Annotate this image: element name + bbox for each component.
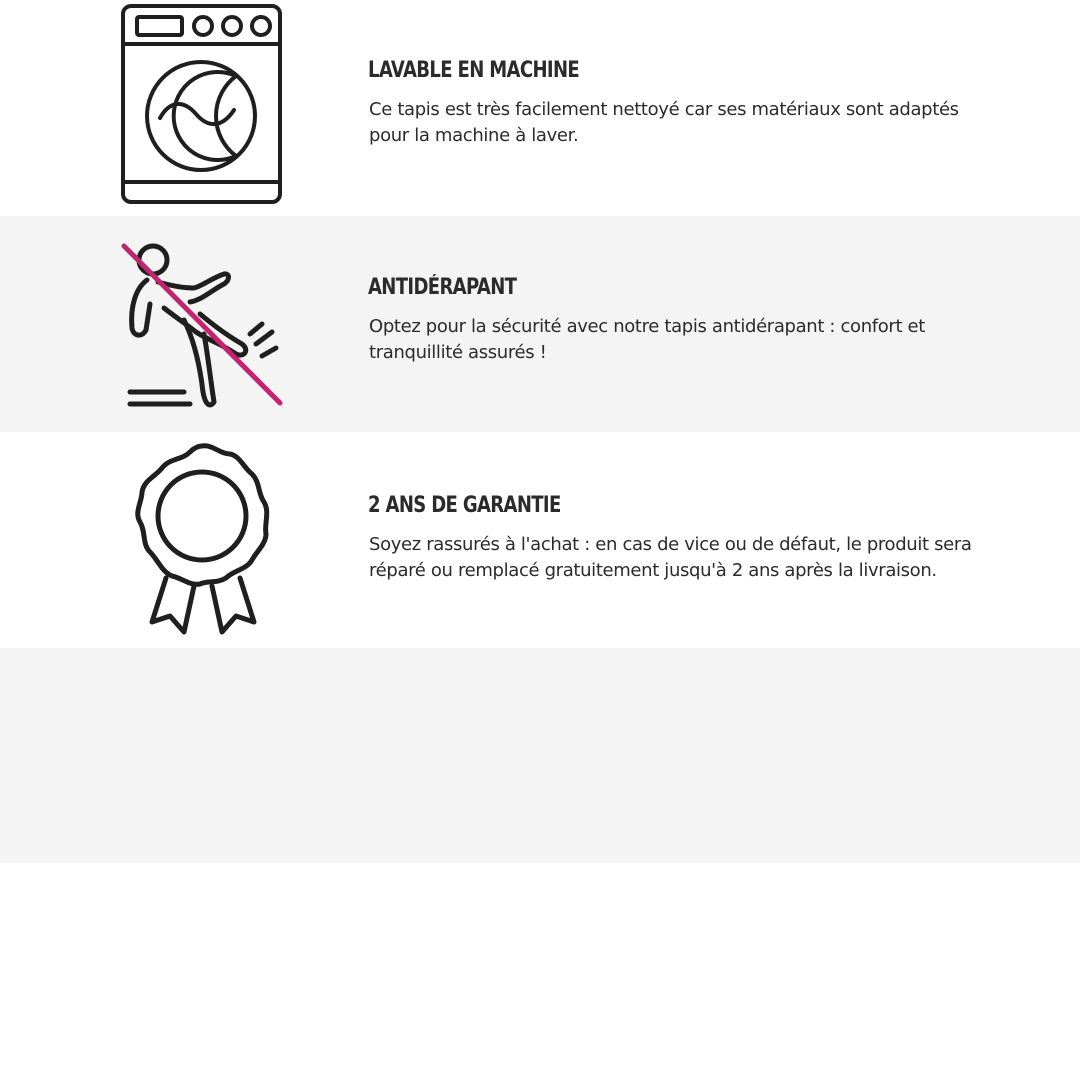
washing-machine-icon — [112, 0, 292, 216]
feature-row-washable — [0, 0, 1080, 216]
feature-description: Soyez rassurés à l'achat : en cas de vice ou de défaut, le produit sera réparé ou remplacé gratuitement jusqu'à 2 ans après la livraison. — [369, 534, 972, 581]
feature-row-warranty — [0, 432, 1080, 648]
feature-title: ANTIDÉRAPANT — [368, 275, 517, 300]
feature-text-washable — [368, 57, 988, 149]
feature-title: 2 ANS DE GARANTIE — [368, 493, 561, 518]
feature-text-warranty — [368, 492, 988, 584]
feature-text-antislip — [368, 274, 988, 366]
feature-row-antislip — [0, 216, 1080, 432]
no-slip-icon — [112, 216, 292, 432]
feature-description: Ce tapis est très facilement nettoyé car ses matériaux sont adaptés pour la machine à laver. — [369, 99, 959, 146]
feature-description: Optez pour la sécurité avec notre tapis antidérapant : confort et tranquillité assurés ! — [369, 316, 925, 363]
empty-band — [0, 648, 1080, 863]
award-ribbon-icon — [112, 432, 292, 648]
feature-title: LAVABLE EN MACHINE — [368, 58, 580, 83]
